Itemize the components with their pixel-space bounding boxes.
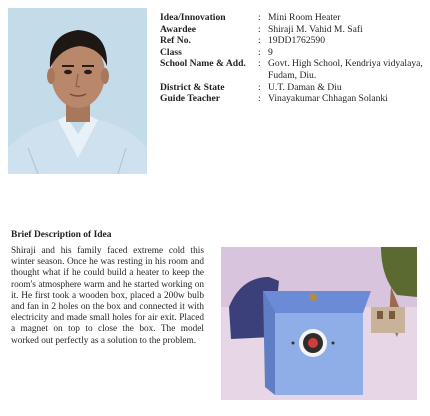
detail-label: School Name & Add. (160, 58, 246, 70)
detail-separator: : (258, 93, 261, 105)
detail-value: 9 (268, 46, 273, 58)
detail-separator: : (258, 35, 261, 47)
detail-value: U.T. Daman & Diu (268, 81, 342, 93)
detail-row (160, 58, 428, 81)
section-heading: Brief Description of Idea (11, 230, 112, 240)
detail-separator: : (258, 12, 261, 23)
detail-separator: : (258, 58, 261, 70)
awardee-details (160, 12, 428, 105)
detail-row (160, 12, 428, 24)
detail-value: Vinayakumar Chhagan Solanki (268, 93, 388, 105)
detail-separator: : (258, 23, 261, 35)
detail-label: Ref No. (160, 35, 191, 47)
detail-row (160, 93, 428, 105)
idea-description: Shiraji and his family faced extreme cold this winter season. Once he was resting in his room and thought what if he could build a heater to keep the room's atmosphere warm and he started working on it. He first took a wooden box, placed a 200w bulb and fan in 2 holes on the box and connected it with electricity and made small holes for air exit. Placed a magnet on top to close the box. The model worked out perfectly as a solution to the problem. (11, 246, 204, 346)
detail-value: Mini Room Heater (268, 12, 341, 23)
detail-label: Class (160, 46, 182, 58)
detail-label: Guide Teacher (160, 93, 220, 105)
project-photo (221, 247, 417, 400)
awardee-photo (8, 8, 147, 174)
detail-value: Govt. High School, Kendriya vidyalaya, Fudam, Diu. (268, 58, 423, 81)
detail-label: District & State (160, 81, 225, 93)
detail-separator: : (258, 46, 261, 58)
detail-row (160, 47, 428, 59)
detail-separator: : (258, 81, 261, 93)
detail-row (160, 35, 428, 47)
detail-value: Shiraji M. Vahid M. Safi (268, 23, 363, 35)
detail-row (160, 82, 428, 94)
detail-row (160, 24, 428, 36)
detail-value: 19DD1762590 (268, 35, 326, 47)
detail-label: Awardee (160, 23, 197, 35)
detail-label: Idea/Innovation (160, 12, 226, 23)
